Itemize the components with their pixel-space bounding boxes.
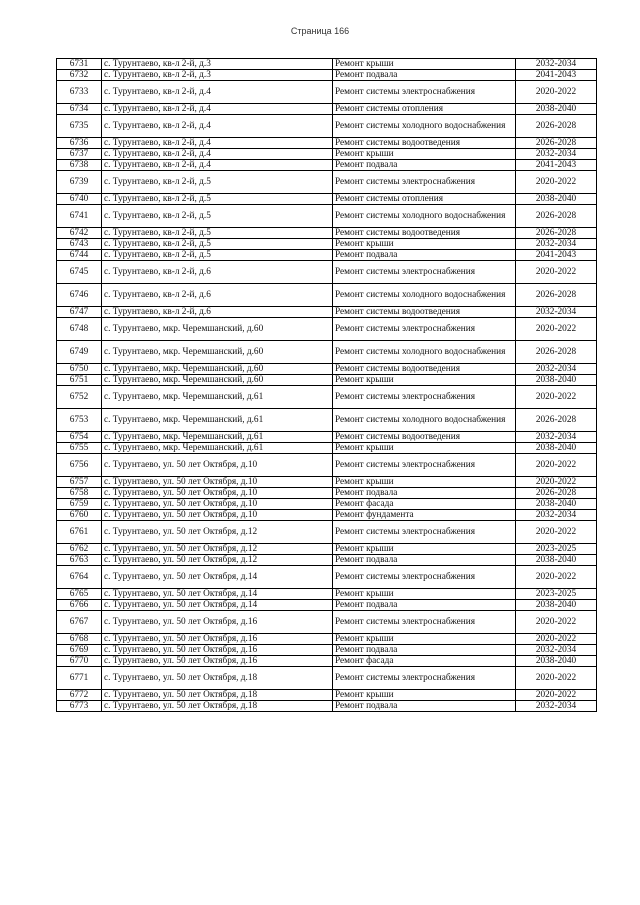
address-cell: с. Турунтаево, мкр. Черемшанский, д.61 [102, 409, 333, 432]
address-cell: с. Турунтаево, ул. 50 лет Октября, д.18 [102, 667, 333, 690]
row-number: 6756 [57, 454, 102, 477]
work-type-cell: Ремонт крыши [333, 239, 516, 250]
period-cell: 2020-2022 [516, 690, 597, 701]
work-type-cell: Ремонт системы холодного водоснабжения [333, 205, 516, 228]
table-row [57, 454, 597, 477]
row-number: 6745 [57, 261, 102, 284]
work-type-cell: Ремонт системы электроснабжения [333, 611, 516, 634]
period-cell: 2038-2040 [516, 656, 597, 667]
period-cell: 2020-2022 [516, 318, 597, 341]
work-type-cell: Ремонт фасада [333, 656, 516, 667]
row-number: 6736 [57, 138, 102, 149]
row-number: 6754 [57, 432, 102, 443]
period-cell: 2020-2022 [516, 386, 597, 409]
address-cell: с. Турунтаево, кв-л 2-й, д.3 [102, 59, 333, 70]
work-type-cell: Ремонт системы водоотведения [333, 138, 516, 149]
address-cell: с. Турунтаево, кв-л 2-й, д.4 [102, 115, 333, 138]
table-row [57, 81, 597, 104]
table-row [57, 341, 597, 364]
work-type-cell: Ремонт системы электроснабжения [333, 667, 516, 690]
row-number: 6772 [57, 690, 102, 701]
table-row [57, 194, 597, 205]
row-number: 6734 [57, 104, 102, 115]
row-number: 6755 [57, 443, 102, 454]
work-type-cell: Ремонт крыши [333, 149, 516, 160]
table-row [57, 600, 597, 611]
address-cell: с. Турунтаево, кв-л 2-й, д.3 [102, 70, 333, 81]
row-number: 6746 [57, 284, 102, 307]
period-cell: 2023-2025 [516, 589, 597, 600]
period-cell: 2038-2040 [516, 555, 597, 566]
address-cell: с. Турунтаево, ул. 50 лет Октября, д.14 [102, 589, 333, 600]
address-cell: с. Турунтаево, ул. 50 лет Октября, д.16 [102, 656, 333, 667]
address-cell: с. Турунтаево, кв-л 2-й, д.4 [102, 104, 333, 115]
row-number: 6738 [57, 160, 102, 171]
period-cell: 2032-2034 [516, 239, 597, 250]
period-cell: 2032-2034 [516, 432, 597, 443]
period-cell: 2038-2040 [516, 375, 597, 386]
address-cell: с. Турунтаево, мкр. Черемшанский, д.60 [102, 364, 333, 375]
address-cell: с. Турунтаево, кв-л 2-й, д.5 [102, 171, 333, 194]
period-cell: 2032-2034 [516, 510, 597, 521]
table-row [57, 138, 597, 149]
row-number: 6731 [57, 59, 102, 70]
work-type-cell: Ремонт подвала [333, 488, 516, 499]
address-cell: с. Турунтаево, кв-л 2-й, д.4 [102, 138, 333, 149]
table-row [57, 59, 597, 70]
address-cell: с. Турунтаево, ул. 50 лет Октября, д.16 [102, 645, 333, 656]
row-number: 6752 [57, 386, 102, 409]
table-row [57, 307, 597, 318]
work-type-cell: Ремонт фасада [333, 499, 516, 510]
table-row [57, 656, 597, 667]
address-cell: с. Турунтаево, ул. 50 лет Октября, д.18 [102, 690, 333, 701]
table-row [57, 443, 597, 454]
table-row [57, 544, 597, 555]
address-cell: с. Турунтаево, мкр. Черемшанский, д.61 [102, 443, 333, 454]
period-cell: 2026-2028 [516, 115, 597, 138]
table-row [57, 409, 597, 432]
period-cell: 2020-2022 [516, 566, 597, 589]
table-row [57, 690, 597, 701]
row-number: 6762 [57, 544, 102, 555]
row-number: 6773 [57, 701, 102, 712]
work-type-cell: Ремонт системы электроснабжения [333, 521, 516, 544]
period-cell: 2020-2022 [516, 634, 597, 645]
work-type-cell: Ремонт крыши [333, 589, 516, 600]
page-header: Страница 166 [290, 26, 350, 36]
work-type-cell: Ремонт фундамента [333, 510, 516, 521]
row-number: 6759 [57, 499, 102, 510]
row-number: 6732 [57, 70, 102, 81]
work-type-cell: Ремонт системы водоотведения [333, 364, 516, 375]
table-row [57, 667, 597, 690]
row-number: 6766 [57, 600, 102, 611]
period-cell: 2020-2022 [516, 611, 597, 634]
work-type-cell: Ремонт подвала [333, 160, 516, 171]
period-cell: 2041-2043 [516, 250, 597, 261]
address-cell: с. Турунтаево, кв-л 2-й, д.4 [102, 81, 333, 104]
work-type-cell: Ремонт системы электроснабжения [333, 454, 516, 477]
row-number: 6735 [57, 115, 102, 138]
table-row [57, 555, 597, 566]
period-cell: 2038-2040 [516, 443, 597, 454]
period-cell: 2032-2034 [516, 307, 597, 318]
address-cell: с. Турунтаево, ул. 50 лет Октября, д.10 [102, 477, 333, 488]
table-row [57, 171, 597, 194]
period-cell: 2032-2034 [516, 364, 597, 375]
period-cell: 2020-2022 [516, 667, 597, 690]
work-type-cell: Ремонт крыши [333, 443, 516, 454]
table-row [57, 432, 597, 443]
table-row [57, 634, 597, 645]
period-cell: 2023-2025 [516, 544, 597, 555]
row-number: 6764 [57, 566, 102, 589]
address-cell: с. Турунтаево, ул. 50 лет Октября, д.10 [102, 454, 333, 477]
period-cell: 2020-2022 [516, 477, 597, 488]
work-type-cell: Ремонт крыши [333, 59, 516, 70]
period-cell: 2032-2034 [516, 59, 597, 70]
address-cell: с. Турунтаево, ул. 50 лет Октября, д.16 [102, 611, 333, 634]
period-cell: 2041-2043 [516, 160, 597, 171]
row-number: 6744 [57, 250, 102, 261]
period-cell: 2038-2040 [516, 499, 597, 510]
period-cell: 2026-2028 [516, 284, 597, 307]
table-row [57, 261, 597, 284]
period-cell: 2026-2028 [516, 205, 597, 228]
address-cell: с. Турунтаево, кв-л 2-й, д.5 [102, 250, 333, 261]
period-cell: 2020-2022 [516, 171, 597, 194]
period-cell: 2038-2040 [516, 194, 597, 205]
work-type-cell: Ремонт системы холодного водоснабжения [333, 115, 516, 138]
period-cell: 2020-2022 [516, 454, 597, 477]
row-number: 6757 [57, 477, 102, 488]
address-cell: с. Турунтаево, ул. 50 лет Октября, д.14 [102, 566, 333, 589]
table-row [57, 521, 597, 544]
table-row [57, 284, 597, 307]
period-cell: 2038-2040 [516, 104, 597, 115]
period-cell: 2026-2028 [516, 138, 597, 149]
row-number: 6740 [57, 194, 102, 205]
row-number: 6760 [57, 510, 102, 521]
address-cell: с. Турунтаево, кв-л 2-й, д.6 [102, 261, 333, 284]
address-cell: с. Турунтаево, мкр. Черемшанский, д.60 [102, 318, 333, 341]
table-row [57, 239, 597, 250]
address-cell: с. Турунтаево, кв-л 2-й, д.5 [102, 239, 333, 250]
row-number: 6748 [57, 318, 102, 341]
row-number: 6749 [57, 341, 102, 364]
table-row [57, 115, 597, 138]
address-cell: с. Турунтаево, кв-л 2-й, д.6 [102, 307, 333, 318]
address-cell: с. Турунтаево, кв-л 2-й, д.5 [102, 194, 333, 205]
row-number: 6758 [57, 488, 102, 499]
row-number: 6739 [57, 171, 102, 194]
period-cell: 2026-2028 [516, 228, 597, 239]
table-row [57, 488, 597, 499]
address-cell: с. Турунтаево, ул. 50 лет Октября, д.10 [102, 510, 333, 521]
row-number: 6737 [57, 149, 102, 160]
period-cell: 2020-2022 [516, 261, 597, 284]
address-cell: с. Турунтаево, ул. 50 лет Октября, д.14 [102, 600, 333, 611]
address-cell: с. Турунтаево, кв-л 2-й, д.4 [102, 149, 333, 160]
work-type-cell: Ремонт системы холодного водоснабжения [333, 284, 516, 307]
row-number: 6767 [57, 611, 102, 634]
address-cell: с. Турунтаево, мкр. Черемшанский, д.61 [102, 386, 333, 409]
table-row [57, 250, 597, 261]
table-row [57, 510, 597, 521]
work-type-cell: Ремонт подвала [333, 701, 516, 712]
work-type-cell: Ремонт крыши [333, 477, 516, 488]
row-number: 6761 [57, 521, 102, 544]
address-cell: с. Турунтаево, ул. 50 лет Октября, д.18 [102, 701, 333, 712]
period-cell: 2041-2043 [516, 70, 597, 81]
address-cell: с. Турунтаево, кв-л 2-й, д.4 [102, 160, 333, 171]
work-type-cell: Ремонт крыши [333, 375, 516, 386]
work-type-cell: Ремонт системы электроснабжения [333, 261, 516, 284]
work-type-cell: Ремонт крыши [333, 544, 516, 555]
table-row [57, 205, 597, 228]
table-row [57, 589, 597, 600]
table-body [57, 59, 597, 712]
row-number: 6750 [57, 364, 102, 375]
address-cell: с. Турунтаево, ул. 50 лет Октября, д.10 [102, 499, 333, 510]
work-type-cell: Ремонт системы электроснабжения [333, 81, 516, 104]
work-type-cell: Ремонт системы водоотведения [333, 307, 516, 318]
table-row [57, 375, 597, 386]
work-type-cell: Ремонт системы электроснабжения [333, 566, 516, 589]
table-row [57, 477, 597, 488]
work-type-cell: Ремонт подвала [333, 70, 516, 81]
table-row [57, 386, 597, 409]
period-cell: 2026-2028 [516, 488, 597, 499]
table-row [57, 701, 597, 712]
period-cell: 2038-2040 [516, 600, 597, 611]
table-row [57, 566, 597, 589]
row-number: 6769 [57, 645, 102, 656]
work-type-cell: Ремонт системы электроснабжения [333, 386, 516, 409]
row-number: 6753 [57, 409, 102, 432]
row-number: 6751 [57, 375, 102, 386]
row-number: 6733 [57, 81, 102, 104]
work-type-cell: Ремонт системы холодного водоснабжения [333, 409, 516, 432]
row-number: 6741 [57, 205, 102, 228]
capital-repair-table [56, 58, 597, 712]
address-cell: с. Турунтаево, кв-л 2-й, д.5 [102, 205, 333, 228]
period-cell: 2020-2022 [516, 521, 597, 544]
period-cell: 2020-2022 [516, 81, 597, 104]
address-cell: с. Турунтаево, мкр. Черемшанский, д.61 [102, 432, 333, 443]
row-number: 6768 [57, 634, 102, 645]
table-row [57, 318, 597, 341]
row-number: 6771 [57, 667, 102, 690]
row-number: 6770 [57, 656, 102, 667]
address-cell: с. Турунтаево, ул. 50 лет Октября, д.10 [102, 488, 333, 499]
work-type-cell: Ремонт системы электроснабжения [333, 171, 516, 194]
address-cell: с. Турунтаево, кв-л 2-й, д.5 [102, 228, 333, 239]
table-row [57, 160, 597, 171]
table-row [57, 228, 597, 239]
table-row [57, 499, 597, 510]
work-type-cell: Ремонт подвала [333, 250, 516, 261]
period-cell: 2032-2034 [516, 701, 597, 712]
row-number: 6763 [57, 555, 102, 566]
table-row [57, 70, 597, 81]
address-cell: с. Турунтаево, ул. 50 лет Октября, д.12 [102, 555, 333, 566]
table-row [57, 611, 597, 634]
work-type-cell: Ремонт системы электроснабжения [333, 318, 516, 341]
period-cell: 2032-2034 [516, 645, 597, 656]
work-type-cell: Ремонт подвала [333, 645, 516, 656]
period-cell: 2032-2034 [516, 149, 597, 160]
table-row [57, 364, 597, 375]
work-type-cell: Ремонт крыши [333, 690, 516, 701]
work-type-cell: Ремонт крыши [333, 634, 516, 645]
row-number: 6765 [57, 589, 102, 600]
work-type-cell: Ремонт системы отопления [333, 194, 516, 205]
address-cell: с. Турунтаево, мкр. Черемшанский, д.60 [102, 375, 333, 386]
row-number: 6747 [57, 307, 102, 318]
table-row [57, 149, 597, 160]
work-type-cell: Ремонт подвала [333, 600, 516, 611]
work-type-cell: Ремонт подвала [333, 555, 516, 566]
table-row [57, 645, 597, 656]
period-cell: 2026-2028 [516, 409, 597, 432]
period-cell: 2026-2028 [516, 341, 597, 364]
work-type-cell: Ремонт системы водоотведения [333, 228, 516, 239]
work-type-cell: Ремонт системы водоотведения [333, 432, 516, 443]
table-row [57, 104, 597, 115]
row-number: 6742 [57, 228, 102, 239]
address-cell: с. Турунтаево, ул. 50 лет Октября, д.12 [102, 544, 333, 555]
address-cell: с. Турунтаево, ул. 50 лет Октября, д.12 [102, 521, 333, 544]
work-type-cell: Ремонт системы холодного водоснабжения [333, 341, 516, 364]
work-type-cell: Ремонт системы отопления [333, 104, 516, 115]
row-number: 6743 [57, 239, 102, 250]
address-cell: с. Турунтаево, ул. 50 лет Октября, д.16 [102, 634, 333, 645]
address-cell: с. Турунтаево, кв-л 2-й, д.6 [102, 284, 333, 307]
address-cell: с. Турунтаево, мкр. Черемшанский, д.60 [102, 341, 333, 364]
